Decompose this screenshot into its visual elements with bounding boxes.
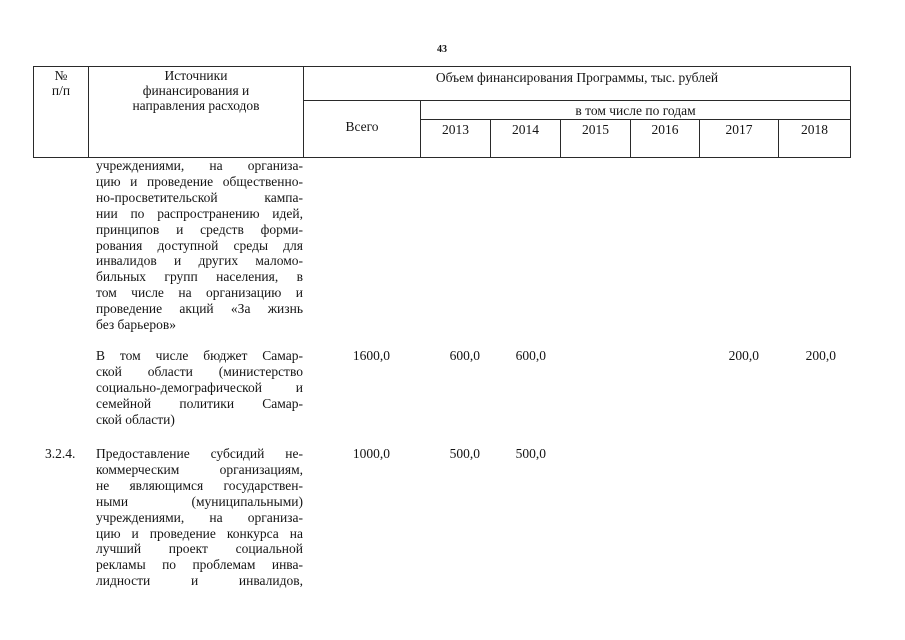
header-year-2018 — [779, 120, 851, 158]
description-line: учреждениями, на организа- — [96, 158, 303, 173]
header-col-volume-text: Объем финансирования Программы, тыс. рублей — [435, 70, 719, 85]
header-col-total-text: Всего — [345, 119, 379, 134]
description-line: Предоставление субсидий не- — [96, 446, 303, 461]
header-year-label: 2014 — [512, 122, 539, 137]
description-line: бильных групп населения, в — [96, 269, 303, 285]
header-year-label: 2016 — [651, 122, 679, 137]
description-line: принципов и средств форми- — [96, 221, 303, 237]
header-year-2013 — [421, 120, 491, 158]
description-line: том числе на организацию и — [96, 285, 303, 301]
description-line: рекламы по проблемам инва- — [96, 557, 303, 573]
description-line: В том числе бюджет Самар- — [96, 348, 303, 363]
financing-table-header — [33, 66, 851, 158]
description-line: не являющимся государствен- — [96, 477, 303, 493]
header-col-volume — [304, 67, 851, 101]
description-line: коммерческим организациям, — [96, 461, 303, 477]
header-year-2015 — [561, 120, 631, 158]
header-col-number-line1: № — [54, 68, 68, 83]
header-col-source-line3: направления расходов — [132, 98, 260, 113]
value-2013: 600,0 — [449, 348, 480, 363]
value-2014: 500,0 — [515, 446, 546, 461]
value-2014: 600,0 — [515, 348, 546, 363]
description-line: но-просветительской кампа- — [96, 189, 303, 205]
description-line: учреждениями, на организа- — [96, 509, 303, 525]
header-year-2017 — [700, 120, 779, 158]
value-2013: 500,0 — [449, 446, 480, 461]
description-line: семейной политики Самар- — [96, 395, 303, 411]
description-line: ными (муниципальными) — [96, 493, 303, 509]
value-2018: 200,0 — [805, 348, 836, 363]
description-line: ской области) — [96, 411, 175, 427]
header-col-total — [304, 101, 421, 158]
description-line: рования доступной среды для — [96, 237, 303, 253]
page-number: 43 — [437, 44, 447, 55]
description-line: проведение акций «За жизнь — [96, 301, 303, 317]
header-col-number-line2: п/п — [51, 83, 71, 98]
header-col-source-line2: финансирования и — [142, 83, 250, 98]
row-3-2-4-description — [96, 446, 303, 589]
header-year-2014 — [491, 120, 561, 158]
header-year-label: 2013 — [442, 122, 469, 137]
header-col-source — [89, 67, 304, 158]
row-code: 3.2.4. — [45, 446, 76, 461]
header-year-label: 2015 — [582, 122, 609, 137]
header-col-source-line1: Источники — [164, 68, 228, 83]
description-line: социально-демографической и — [96, 379, 303, 395]
description-line: цию и проведение общественно- — [96, 173, 303, 189]
description-line: цию и проведение конкурса на — [96, 525, 303, 541]
value-total: 1600,0 — [352, 348, 390, 363]
header-col-number — [34, 67, 89, 158]
header-col-by-years — [421, 101, 851, 120]
description-line: нии по распространению идей, — [96, 205, 303, 221]
row-continuation-description — [96, 158, 303, 333]
description-line: инвалидов и других маломо- — [96, 253, 303, 269]
value-total: 1000,0 — [352, 446, 390, 461]
description-line: лучший проект социальной — [96, 541, 303, 557]
header-year-2016 — [631, 120, 700, 158]
description-line: ской области (министерство — [96, 363, 303, 379]
description-line: лидности и инвалидов, — [96, 573, 303, 589]
header-year-label: 2017 — [725, 122, 753, 137]
row-budget-description — [96, 348, 303, 428]
value-2017: 200,0 — [728, 348, 759, 363]
description-line: без барьеров» — [96, 317, 176, 333]
header-col-by-years-text: в том числе по годам — [575, 103, 696, 118]
header-year-label: 2018 — [801, 122, 829, 137]
